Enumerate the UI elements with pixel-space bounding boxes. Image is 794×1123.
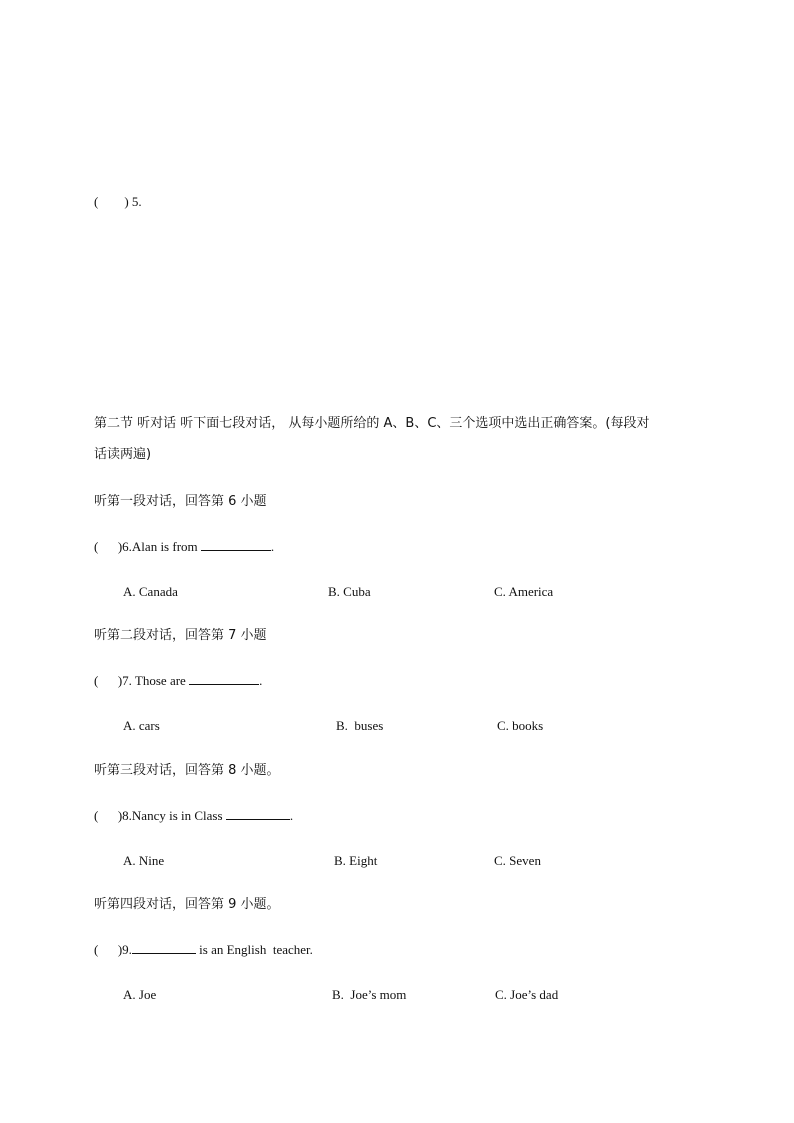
question-9 <box>94 941 313 959</box>
option-c: C. Seven <box>494 853 541 868</box>
section-2-instructions-line2: 话读两遍) <box>94 447 152 462</box>
question-7 <box>94 672 262 690</box>
answer-blank <box>201 538 271 551</box>
option-c: C. America <box>494 584 554 599</box>
option-c: C. Joe’s dad <box>495 987 559 1002</box>
option-c: C. books <box>497 718 544 733</box>
answer-blank <box>226 807 290 820</box>
option-a: A. Nine <box>123 853 165 868</box>
option-a: A. Joe <box>123 987 157 1002</box>
answer-blank <box>189 672 259 685</box>
section-2-instructions-line1: 第二节 听对话 听下面七段对话， 从每小题所给的 A、B、C、三个选项中选出正确答案。(每段对 <box>94 416 650 431</box>
option-a: A. Canada <box>123 584 178 599</box>
question-7-stem: 7. Those are <box>122 673 190 688</box>
question-number: 5. <box>131 194 142 209</box>
question-6 <box>94 538 274 556</box>
question-6-end: . <box>270 539 275 554</box>
answer-blank <box>132 941 196 954</box>
option-b: B. Eight <box>334 853 378 868</box>
option-b: B. buses <box>336 718 384 733</box>
question-7-end: . <box>259 673 263 688</box>
answer-paren: ( ) <box>94 942 123 957</box>
answer-paren: ( ) <box>94 808 123 823</box>
option-a: A. cars <box>123 718 160 733</box>
question-8-end: . <box>289 808 294 823</box>
dialogue-3-heading: 听第三段对话，回答第 8 小题。 <box>94 763 280 778</box>
question-6-stem: 6.Alan is from <box>122 539 201 554</box>
question-5 <box>94 193 142 211</box>
option-b: B. Cuba <box>328 584 371 599</box>
dialogue-2-heading: 听第二段对话，回答第 7 小题 <box>94 628 267 643</box>
dialogue-4-heading: 听第四段对话，回答第 9 小题。 <box>94 897 280 912</box>
answer-paren: ( ) <box>94 539 123 554</box>
option-b: B. Joe’s mom <box>332 987 407 1002</box>
answer-paren: ( ) <box>94 194 129 209</box>
question-8-stem: 8.Nancy is in Class <box>122 808 226 823</box>
question-9-stem: 9. <box>122 942 132 957</box>
question-8 <box>94 807 293 825</box>
question-9-end: is an English teacher. <box>195 942 313 957</box>
dialogue-1-heading: 听第一段对话，回答第 6 小题 <box>94 494 267 509</box>
answer-paren: ( ) <box>94 673 123 688</box>
